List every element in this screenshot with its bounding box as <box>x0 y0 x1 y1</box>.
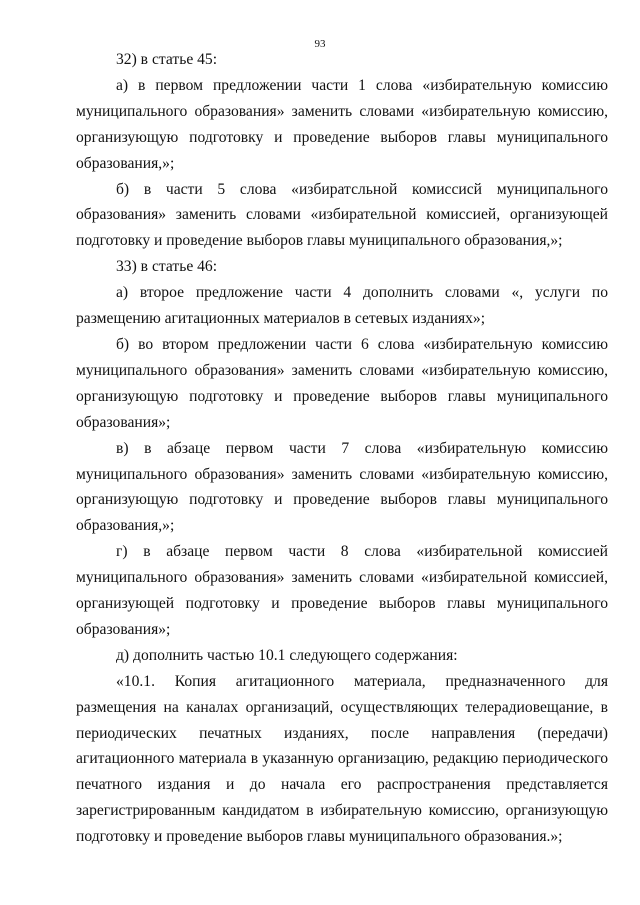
paragraph-article-46-item-d: д) дополнить частью 10.1 следующего содержания: <box>116 646 458 664</box>
paragraph-article-46-heading: 33) в статье 46: <box>116 258 218 276</box>
page-number: 93 <box>314 38 326 50</box>
paragraph-article-45-item-b: б) в части 5 слова «избиратсльной комиссисй муниципального образования» заменить словами «избирательной комиссией, организующей подготовку и проведение выборов главы муниципального образования,»; <box>76 180 608 250</box>
paragraph-article-45-item-a: а) в первом предложении части 1 слова «избирательную комиссию муниципального образования» заменить словами «избирательную комиссию, организующую подготовку и проведение выборов главы муниципального образования,»; <box>76 76 608 172</box>
paragraph-article-46-item-v: в) в абзаце первом части 7 слова «избирательную комиссию муниципального образования» заменить словами «избирательную комиссию, организующую подготовку и проведение выборов главы муниципального образования,»; <box>76 439 608 535</box>
document-body <box>76 47 608 850</box>
paragraph-article-45-heading: 32) в статье 45: <box>116 51 218 68</box>
paragraph-article-46-item-b: б) во втором предложении части 6 слова «избирательную комиссию муниципального образования» заменить словами «избирательную комиссию, организующую подготовку и проведение выборов главы муниципального образования»; <box>76 335 608 431</box>
paragraph-article-46-item-a: а) второе предложение части 4 дополнить словами «, услуги по размещению агитационных материалов в сетевых изданиях»; <box>76 284 608 328</box>
paragraph-article-46-item-g: г) в абзаце первом части 8 слова «избирательной комиссией муниципального образования» заменить словами «избирательной комиссией, организующей подготовку и проведение выборов главы муниципального образования»; <box>76 543 608 638</box>
paragraph-part-10-1-text: «10.1. Копия агитационного материала, предназначенного для размещения на каналах организаций, осуществляющих телерадиовещание, в периодических печатных изданиях, после направления (передачи) агитационного материала в указанную организацию, редакцию периодического печатного издания и до начала его распространения представляется зарегистрированным кандидатом в избирательную комиссию, организующую подготовку и проведение выборов главы муниципального образования.»; <box>76 672 608 846</box>
